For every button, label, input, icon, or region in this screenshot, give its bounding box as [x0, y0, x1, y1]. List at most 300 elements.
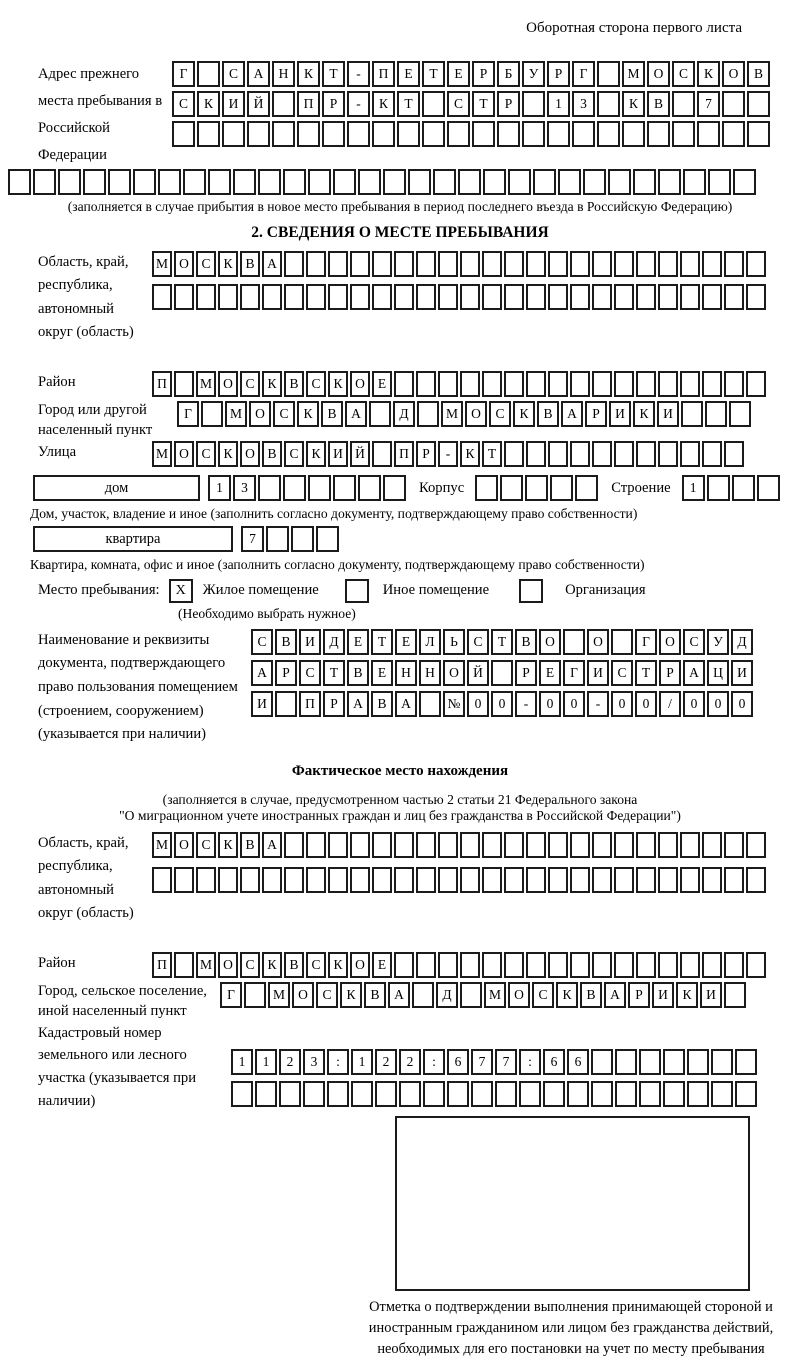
char-cell[interactable]: О [350, 952, 370, 978]
char-cell[interactable] [504, 952, 524, 978]
char-cell[interactable] [724, 441, 744, 467]
char-cell[interactable] [460, 251, 480, 277]
char-cell[interactable] [372, 284, 392, 310]
char-cell[interactable] [422, 121, 445, 147]
char-cell[interactable] [416, 952, 436, 978]
char-cell[interactable]: А [561, 401, 583, 427]
char-cell[interactable]: А [604, 982, 626, 1008]
char-cell[interactable]: Е [395, 629, 417, 655]
checkbox-organization[interactable] [519, 579, 543, 603]
char-cell[interactable] [504, 867, 524, 893]
char-cell[interactable] [548, 371, 568, 397]
char-cell[interactable]: Р [585, 401, 607, 427]
char-cell[interactable]: К [460, 441, 480, 467]
char-cell[interactable]: К [676, 982, 698, 1008]
char-cell[interactable] [558, 169, 581, 195]
char-cell[interactable] [372, 441, 392, 467]
char-cell[interactable] [504, 441, 524, 467]
char-cell[interactable] [746, 371, 766, 397]
char-cell[interactable] [372, 121, 395, 147]
char-cell[interactable]: Р [322, 91, 345, 117]
char-cell[interactable] [614, 251, 634, 277]
char-cell[interactable]: - [515, 691, 537, 717]
char-cell[interactable]: Е [447, 61, 470, 87]
char-cell[interactable]: С [467, 629, 489, 655]
char-cell[interactable] [460, 832, 480, 858]
char-cell[interactable]: О [722, 61, 745, 87]
char-cell[interactable] [636, 284, 656, 310]
char-cell[interactable] [614, 371, 634, 397]
char-cell[interactable] [482, 284, 502, 310]
char-cell[interactable] [663, 1081, 685, 1107]
char-cell[interactable]: 2 [399, 1049, 421, 1075]
char-cell[interactable] [724, 982, 746, 1008]
char-cell[interactable]: В [240, 832, 260, 858]
char-cell[interactable] [548, 952, 568, 978]
char-cell[interactable] [724, 952, 744, 978]
char-cell[interactable]: 1 [208, 475, 231, 501]
char-cell[interactable] [351, 1081, 373, 1107]
char-cell[interactable] [724, 251, 744, 277]
char-cell[interactable] [614, 441, 634, 467]
char-cell[interactable] [570, 251, 590, 277]
char-cell[interactable] [297, 121, 320, 147]
char-cell[interactable]: В [537, 401, 559, 427]
char-cell[interactable] [208, 169, 231, 195]
char-cell[interactable]: Р [515, 660, 537, 686]
char-cell[interactable]: / [659, 691, 681, 717]
char-cell[interactable] [526, 251, 546, 277]
char-cell[interactable] [683, 169, 706, 195]
char-cell[interactable] [417, 401, 439, 427]
char-cell[interactable] [526, 832, 546, 858]
char-cell[interactable] [33, 169, 56, 195]
char-cell[interactable] [284, 832, 304, 858]
char-cell[interactable]: В [321, 401, 343, 427]
char-cell[interactable] [702, 952, 722, 978]
char-cell[interactable] [658, 441, 678, 467]
char-cell[interactable]: 1 [547, 91, 570, 117]
char-cell[interactable]: Ц [707, 660, 729, 686]
char-cell[interactable]: О [539, 629, 561, 655]
char-cell[interactable] [622, 121, 645, 147]
char-cell[interactable] [416, 867, 436, 893]
char-cell[interactable]: Е [372, 952, 392, 978]
char-cell[interactable] [663, 1049, 685, 1075]
char-cell[interactable]: М [196, 371, 216, 397]
char-cell[interactable]: С [273, 401, 295, 427]
char-cell[interactable] [375, 1081, 397, 1107]
char-cell[interactable] [328, 832, 348, 858]
char-cell[interactable] [658, 867, 678, 893]
char-cell[interactable] [327, 1081, 349, 1107]
char-cell[interactable]: С [222, 61, 245, 87]
char-cell[interactable] [658, 952, 678, 978]
char-cell[interactable]: Т [397, 91, 420, 117]
char-cell[interactable]: Н [272, 61, 295, 87]
char-cell[interactable] [108, 169, 131, 195]
char-cell[interactable] [735, 1049, 757, 1075]
char-cell[interactable]: Д [436, 982, 458, 1008]
char-cell[interactable] [240, 284, 260, 310]
char-cell[interactable] [611, 629, 633, 655]
char-cell[interactable] [460, 371, 480, 397]
char-cell[interactable] [174, 867, 194, 893]
char-cell[interactable] [460, 982, 482, 1008]
char-cell[interactable] [724, 867, 744, 893]
char-cell[interactable]: Т [472, 91, 495, 117]
char-cell[interactable] [525, 475, 548, 501]
char-cell[interactable]: Р [497, 91, 520, 117]
char-cell[interactable]: В [364, 982, 386, 1008]
checkbox-residential[interactable]: X [169, 579, 193, 603]
char-cell[interactable] [350, 251, 370, 277]
char-cell[interactable]: К [218, 441, 238, 467]
char-cell[interactable] [438, 867, 458, 893]
char-cell[interactable] [58, 169, 81, 195]
char-cell[interactable] [422, 91, 445, 117]
char-cell[interactable]: 0 [467, 691, 489, 717]
char-cell[interactable]: 0 [683, 691, 705, 717]
char-cell[interactable] [416, 832, 436, 858]
char-cell[interactable]: К [633, 401, 655, 427]
char-cell[interactable]: П [372, 61, 395, 87]
char-cell[interactable] [548, 284, 568, 310]
char-cell[interactable] [636, 952, 656, 978]
char-cell[interactable] [412, 982, 434, 1008]
char-cell[interactable] [680, 284, 700, 310]
char-cell[interactable]: Р [323, 691, 345, 717]
char-cell[interactable]: О [249, 401, 271, 427]
char-cell[interactable] [747, 121, 770, 147]
char-cell[interactable]: О [292, 982, 314, 1008]
char-cell[interactable]: П [152, 371, 172, 397]
char-cell[interactable]: Е [347, 629, 369, 655]
char-cell[interactable] [438, 284, 458, 310]
char-cell[interactable] [258, 475, 281, 501]
char-cell[interactable]: И [652, 982, 674, 1008]
char-cell[interactable] [597, 121, 620, 147]
char-cell[interactable] [174, 284, 194, 310]
char-cell[interactable]: 1 [682, 475, 705, 501]
char-cell[interactable]: У [707, 629, 729, 655]
char-cell[interactable]: В [262, 441, 282, 467]
char-cell[interactable] [591, 1049, 613, 1075]
char-cell[interactable]: С [306, 371, 326, 397]
char-cell[interactable]: С [284, 441, 304, 467]
char-cell[interactable] [597, 91, 620, 117]
char-cell[interactable]: А [262, 832, 282, 858]
char-cell[interactable] [548, 251, 568, 277]
char-cell[interactable]: Ь [443, 629, 465, 655]
char-cell[interactable] [592, 251, 612, 277]
char-cell[interactable] [724, 284, 744, 310]
char-cell[interactable]: П [394, 441, 414, 467]
char-cell[interactable] [8, 169, 31, 195]
char-cell[interactable]: В [580, 982, 602, 1008]
char-cell[interactable]: С [196, 441, 216, 467]
char-cell[interactable]: М [196, 952, 216, 978]
char-cell[interactable] [522, 91, 545, 117]
char-cell[interactable] [458, 169, 481, 195]
char-cell[interactable] [83, 169, 106, 195]
char-cell[interactable] [262, 867, 282, 893]
char-cell[interactable] [231, 1081, 253, 1107]
char-cell[interactable] [592, 867, 612, 893]
char-cell[interactable] [615, 1049, 637, 1075]
char-cell[interactable]: О [174, 251, 194, 277]
char-cell[interactable]: С [172, 91, 195, 117]
char-cell[interactable] [658, 169, 681, 195]
char-cell[interactable] [197, 121, 220, 147]
char-cell[interactable] [460, 867, 480, 893]
char-cell[interactable] [483, 169, 506, 195]
char-cell[interactable] [394, 832, 414, 858]
char-cell[interactable] [687, 1049, 709, 1075]
char-cell[interactable]: Т [635, 660, 657, 686]
char-cell[interactable]: А [247, 61, 270, 87]
char-cell[interactable] [333, 169, 356, 195]
char-cell[interactable]: Е [372, 371, 392, 397]
char-cell[interactable]: С [299, 660, 321, 686]
char-cell[interactable] [306, 251, 326, 277]
char-cell[interactable] [196, 867, 216, 893]
char-cell[interactable]: Н [395, 660, 417, 686]
char-cell[interactable] [550, 475, 573, 501]
char-cell[interactable] [526, 284, 546, 310]
char-cell[interactable] [152, 284, 172, 310]
char-cell[interactable] [416, 251, 436, 277]
char-cell[interactable] [735, 1081, 757, 1107]
char-cell[interactable] [399, 1081, 421, 1107]
char-cell[interactable] [592, 952, 612, 978]
char-cell[interactable] [658, 832, 678, 858]
char-cell[interactable] [526, 952, 546, 978]
char-cell[interactable] [350, 832, 370, 858]
char-cell[interactable] [350, 284, 370, 310]
char-cell[interactable]: В [240, 251, 260, 277]
char-cell[interactable]: М [484, 982, 506, 1008]
char-cell[interactable] [152, 867, 172, 893]
char-cell[interactable] [639, 1049, 661, 1075]
char-cell[interactable]: С [489, 401, 511, 427]
char-cell[interactable]: Г [172, 61, 195, 87]
char-cell[interactable]: В [275, 629, 297, 655]
char-cell[interactable]: К [328, 371, 348, 397]
char-cell[interactable]: Б [497, 61, 520, 87]
char-cell[interactable]: : [519, 1049, 541, 1075]
char-cell[interactable] [658, 371, 678, 397]
char-cell[interactable] [447, 121, 470, 147]
char-cell[interactable]: С [196, 832, 216, 858]
char-cell[interactable]: Т [491, 629, 513, 655]
char-cell[interactable] [328, 251, 348, 277]
char-cell[interactable] [196, 284, 216, 310]
char-cell[interactable] [680, 441, 700, 467]
char-cell[interactable]: И [731, 660, 753, 686]
char-cell[interactable]: Р [416, 441, 436, 467]
char-cell[interactable]: Д [731, 629, 753, 655]
char-cell[interactable]: 0 [491, 691, 513, 717]
char-cell[interactable] [350, 867, 370, 893]
char-cell[interactable]: К [218, 832, 238, 858]
char-cell[interactable] [423, 1081, 445, 1107]
char-cell[interactable]: К [513, 401, 535, 427]
char-cell[interactable]: 6 [447, 1049, 469, 1075]
char-cell[interactable]: Й [350, 441, 370, 467]
char-cell[interactable]: В [284, 952, 304, 978]
char-cell[interactable]: : [327, 1049, 349, 1075]
char-cell[interactable] [482, 832, 502, 858]
char-cell[interactable]: С [251, 629, 273, 655]
checkbox-other-premises[interactable] [345, 579, 369, 603]
char-cell[interactable] [697, 121, 720, 147]
char-cell[interactable] [548, 867, 568, 893]
char-cell[interactable] [575, 475, 598, 501]
char-cell[interactable]: М [622, 61, 645, 87]
char-cell[interactable] [218, 867, 238, 893]
char-cell[interactable] [570, 284, 590, 310]
char-cell[interactable] [438, 251, 458, 277]
char-cell[interactable]: Л [419, 629, 441, 655]
char-cell[interactable]: С [611, 660, 633, 686]
char-cell[interactable] [705, 401, 727, 427]
char-cell[interactable] [279, 1081, 301, 1107]
char-cell[interactable] [680, 952, 700, 978]
char-cell[interactable]: О [350, 371, 370, 397]
char-cell[interactable] [543, 1081, 565, 1107]
char-cell[interactable]: 3 [233, 475, 256, 501]
char-cell[interactable]: И [222, 91, 245, 117]
char-cell[interactable] [416, 284, 436, 310]
char-cell[interactable] [416, 371, 436, 397]
char-cell[interactable] [303, 1081, 325, 1107]
char-cell[interactable] [358, 475, 381, 501]
char-cell[interactable]: А [347, 691, 369, 717]
char-cell[interactable] [570, 952, 590, 978]
char-cell[interactable] [702, 441, 722, 467]
char-cell[interactable] [636, 251, 656, 277]
char-cell[interactable]: - [438, 441, 458, 467]
char-cell[interactable] [639, 1081, 661, 1107]
char-cell[interactable] [218, 284, 238, 310]
char-cell[interactable] [702, 867, 722, 893]
char-cell[interactable] [472, 121, 495, 147]
char-cell[interactable] [729, 401, 751, 427]
char-cell[interactable] [533, 169, 556, 195]
char-cell[interactable]: М [152, 832, 172, 858]
char-cell[interactable] [526, 371, 546, 397]
char-cell[interactable] [567, 1081, 589, 1107]
char-cell[interactable] [614, 952, 634, 978]
char-cell[interactable]: Т [322, 61, 345, 87]
char-cell[interactable] [284, 867, 304, 893]
char-cell[interactable] [397, 121, 420, 147]
char-cell[interactable]: К [218, 251, 238, 277]
char-cell[interactable] [291, 526, 314, 552]
char-cell[interactable] [591, 1081, 613, 1107]
char-cell[interactable]: В [284, 371, 304, 397]
char-cell[interactable] [328, 284, 348, 310]
char-cell[interactable]: В [515, 629, 537, 655]
char-cell[interactable]: Т [422, 61, 445, 87]
char-cell[interactable]: М [152, 251, 172, 277]
char-cell[interactable]: 6 [543, 1049, 565, 1075]
char-cell[interactable] [174, 371, 194, 397]
char-cell[interactable] [394, 867, 414, 893]
char-cell[interactable] [394, 371, 414, 397]
char-cell[interactable] [471, 1081, 493, 1107]
char-cell[interactable] [658, 284, 678, 310]
char-cell[interactable]: 0 [563, 691, 585, 717]
char-cell[interactable]: О [218, 371, 238, 397]
char-cell[interactable]: И [609, 401, 631, 427]
char-cell[interactable]: К [328, 952, 348, 978]
char-cell[interactable] [592, 832, 612, 858]
char-cell[interactable] [608, 169, 631, 195]
char-cell[interactable] [272, 121, 295, 147]
char-cell[interactable]: С [196, 251, 216, 277]
char-cell[interactable] [369, 401, 391, 427]
char-cell[interactable]: К [372, 91, 395, 117]
char-cell[interactable]: Е [397, 61, 420, 87]
char-cell[interactable] [526, 867, 546, 893]
char-cell[interactable]: В [747, 61, 770, 87]
char-cell[interactable] [322, 121, 345, 147]
char-cell[interactable]: О [174, 832, 194, 858]
char-cell[interactable]: Г [635, 629, 657, 655]
char-cell[interactable] [592, 284, 612, 310]
char-cell[interactable]: 7 [471, 1049, 493, 1075]
char-cell[interactable]: К [697, 61, 720, 87]
char-cell[interactable] [158, 169, 181, 195]
char-cell[interactable] [680, 251, 700, 277]
char-cell[interactable] [201, 401, 223, 427]
char-cell[interactable]: С [532, 982, 554, 1008]
char-cell[interactable]: К [262, 952, 282, 978]
char-cell[interactable] [570, 832, 590, 858]
char-cell[interactable] [495, 1081, 517, 1107]
char-cell[interactable] [266, 526, 289, 552]
char-cell[interactable] [197, 61, 220, 87]
char-cell[interactable] [746, 867, 766, 893]
char-cell[interactable] [475, 475, 498, 501]
char-cell[interactable] [658, 251, 678, 277]
char-cell[interactable] [504, 284, 524, 310]
char-cell[interactable] [222, 121, 245, 147]
char-cell[interactable] [283, 475, 306, 501]
char-cell[interactable]: 0 [611, 691, 633, 717]
char-cell[interactable]: Д [393, 401, 415, 427]
char-cell[interactable]: О [443, 660, 465, 686]
char-cell[interactable]: : [423, 1049, 445, 1075]
char-cell[interactable] [570, 441, 590, 467]
char-cell[interactable]: К [197, 91, 220, 117]
char-cell[interactable]: № [443, 691, 465, 717]
char-cell[interactable]: - [587, 691, 609, 717]
char-cell[interactable]: Р [472, 61, 495, 87]
char-cell[interactable]: Г [563, 660, 585, 686]
char-cell[interactable] [680, 867, 700, 893]
char-cell[interactable] [308, 169, 331, 195]
char-cell[interactable]: С [683, 629, 705, 655]
char-cell[interactable]: У [522, 61, 545, 87]
char-cell[interactable] [732, 475, 755, 501]
char-cell[interactable] [504, 371, 524, 397]
char-cell[interactable] [460, 284, 480, 310]
char-cell[interactable] [262, 284, 282, 310]
char-cell[interactable] [702, 251, 722, 277]
